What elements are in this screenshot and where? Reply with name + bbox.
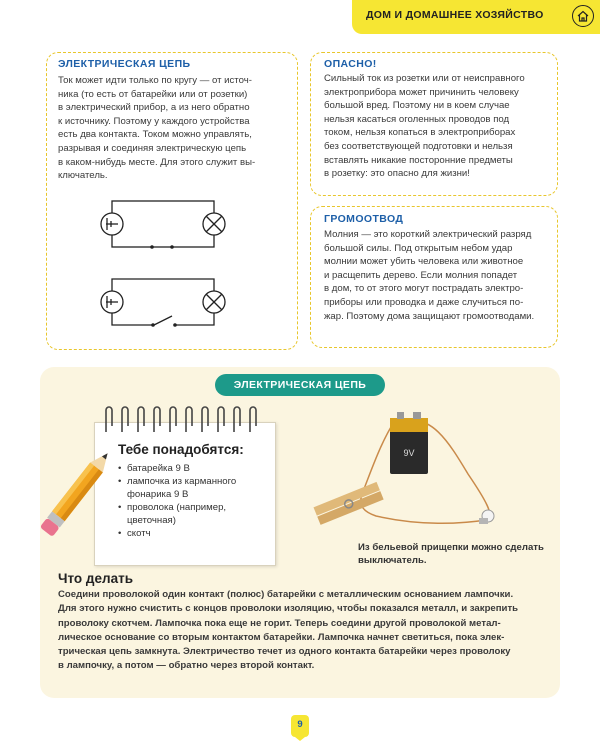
notepad-spiral-icon xyxy=(100,404,268,434)
header-title: ДОМ И ДОМАШНЕЕ ХОЗЯЙСТВО xyxy=(366,9,544,21)
experiment-title: ЭЛЕКТРИЧЕСКАЯ ЦЕПЬ xyxy=(215,374,385,396)
what-to-do-text: Соедини проволокой один контакт (полюс) батарейки с металлическим основанием лампочки. Для этого нужно счистить с концов проволоки изоляцию, чтобы показался металл, и закрепить проволоку скотчем. Лампочка пока еще не горит. Теперь соедини другой проволокой метал- лическое основание со вторым контактом батарейки. Лампочка начнет светиться, пока элек- трическая цепь замкнута. Электричество течет из одного контакта батарейки через проволоку в лампочку, а потом — обратно через второй контакт. xyxy=(58,589,519,672)
danger-text: Сильный ток из розетки или от неисправного электроприбора может причинить человеку большой вред. Поэтому ни в коем случае нельзя касаться оголенных проводов под током, нельзя копаться в электроприборах без соответствующей подготовки и нельзя вставлять никакие посторонние предметы в розетку: это опасно для жизни! xyxy=(324,73,525,180)
needs-title: Тебе понадобятся: xyxy=(118,442,244,457)
clothespin-icon xyxy=(313,482,383,525)
list-item: • скотч xyxy=(118,527,268,540)
circuit-diagram-open xyxy=(100,276,248,332)
lightning-heading: ГРОМООТВОД xyxy=(324,213,404,225)
circuit-heading: ЭЛЕКТРИЧЕСКАЯ ЦЕПЬ xyxy=(58,58,191,70)
danger-heading: ОПАСНО! xyxy=(324,58,377,70)
list-item: • проволока (например, цветочная) xyxy=(118,501,268,527)
photo-caption: Из бельевой прищепки можно сделать выключатель. xyxy=(358,542,544,566)
circuit-diagram-closed xyxy=(100,198,248,254)
lightning-text: Молния — это короткий электрический разряд большой силы. Под открытым небом удар молнии может убить человека или животное и расщепить дерево. Если молния попадет в дом, то от этого могут пострадать электро- приборы или проводка и даже случиться по- жар. Поэтому дома защищают громоотводами. xyxy=(324,229,535,322)
what-to-do-title: Что делать xyxy=(58,571,133,586)
svg-text:9V: 9V xyxy=(403,448,415,458)
circuit-photo-illustration xyxy=(300,404,540,538)
header-banner xyxy=(352,0,600,34)
page-number: 9 xyxy=(291,715,309,737)
list-item: • батарейка 9 В xyxy=(118,462,268,475)
pencil-icon xyxy=(30,440,120,550)
circuit-text: Ток может идти только по кругу — от источ- ника (то есть от батарейки или от розетки) в электрический прибор, а из него обратно к источнику. Поэтому у каждого устройства есть два контакта. Током можно управлять, разрывая и соединяя электрическую цепь в каком-нибудь месте. Для этого служит вы- ключатель. xyxy=(58,75,256,182)
bulb-icon xyxy=(479,510,494,524)
list-item: • лампочка из карманного фонарика 9 В xyxy=(118,475,268,501)
needs-list xyxy=(118,462,268,540)
home-icon[interactable] xyxy=(572,5,594,27)
